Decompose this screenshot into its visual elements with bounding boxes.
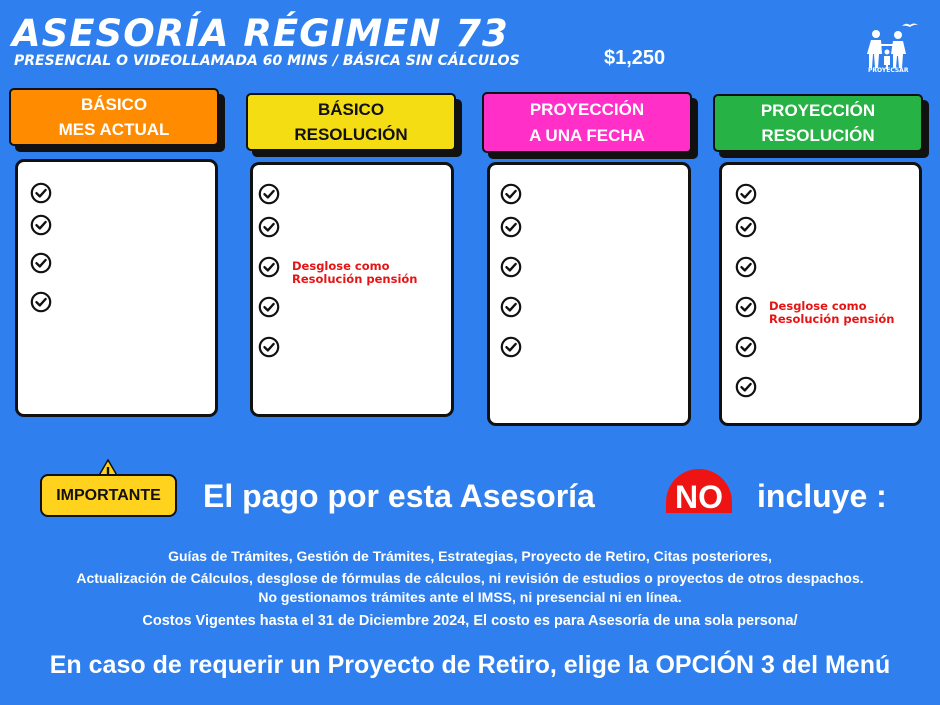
feature-item bbox=[500, 260, 684, 286]
feature-text: Con una Variable de Semanas cotizadas bbox=[292, 339, 423, 367]
logo-text: PROYECSAR bbox=[868, 67, 909, 74]
feature-text: Duración 60 minutos bbox=[769, 186, 904, 200]
feature-text: Duración 60 minutos bbox=[64, 185, 199, 199]
check-circle-icon bbox=[500, 256, 522, 278]
feature-item bbox=[500, 300, 684, 326]
check-circle-icon bbox=[735, 296, 757, 318]
exclusions-line-3: No gestionamos trámites ante el IMSS, ni presencial ni en línea. bbox=[258, 589, 682, 605]
footer-cta: En caso de requerir un Proyecto de Retiro, elige la OPCIÓN 3 del Menú bbox=[49, 651, 891, 679]
feature-item bbox=[735, 187, 918, 205]
feature-item bbox=[500, 187, 684, 205]
feature-item bbox=[500, 340, 684, 366]
exclusions-line-2: Actualización de Cálculos, desglose de fórmulas de cálculos, ni revisión de estudios o proyectos de otros despachos. bbox=[76, 570, 864, 586]
feature-item bbox=[30, 295, 213, 321]
check-circle-icon bbox=[500, 216, 522, 238]
feature-text: Desglose como Resolución pensión bbox=[292, 259, 418, 287]
check-circle-icon bbox=[258, 216, 280, 238]
feature-text: Sin avanzar en el tiempo bbox=[64, 255, 176, 283]
feature-item bbox=[258, 220, 442, 246]
check-circle-icon bbox=[30, 182, 52, 204]
feature-text: Desglose como Resolución pensión bbox=[769, 299, 895, 327]
feature-item bbox=[735, 380, 918, 406]
exclusions-line-1: Guías de Trámites, Gestión de Trámites, Estrategias, Proyecto de Retiro, Citas posteriores, bbox=[168, 548, 772, 564]
check-circle-icon bbox=[30, 252, 52, 274]
check-circle-icon bbox=[30, 291, 52, 313]
feature-text: Resultado Pensión Mes Actual. bbox=[64, 216, 185, 244]
feature-item bbox=[258, 300, 442, 326]
feature-text: Con una Variable de Semanas cotizadas bbox=[534, 339, 665, 367]
costs-validity: Costos Vigentes hasta el 31 de Diciembre 2024, El costo es para Asesoría de una sola persona/ bbox=[142, 613, 798, 629]
check-circle-icon bbox=[735, 216, 757, 238]
feature-text: Duración 60 minutos bbox=[534, 186, 669, 200]
check-circle-icon bbox=[735, 183, 757, 205]
feature-item bbox=[30, 218, 213, 244]
feature-text: Máximo un año de Proyección bbox=[769, 259, 888, 287]
feature-text: Resultado Pensión a una fecha solicitada. bbox=[534, 219, 669, 247]
plan-header-1: BÁSICO MES ACTUAL bbox=[9, 88, 219, 146]
feature-text: Resultado Pensión Mes Actual. bbox=[292, 219, 413, 247]
feature-item bbox=[258, 340, 442, 366]
feature-text: Sin desglose de recorrido avanzado bbox=[534, 299, 660, 327]
check-circle-icon bbox=[258, 296, 280, 318]
price-label: $1,250 bbox=[604, 47, 666, 69]
feature-item bbox=[735, 220, 918, 246]
notice-tail: incluye : bbox=[757, 478, 887, 514]
feature-item bbox=[258, 187, 442, 205]
page-title: ASESORÍA RÉGIMEN 73 bbox=[12, 12, 509, 55]
check-circle-icon bbox=[258, 256, 280, 278]
check-circle-icon bbox=[258, 183, 280, 205]
plan-header-4: PROYECCIÓN RESOLUCIÓN bbox=[713, 94, 923, 152]
feature-item bbox=[735, 300, 918, 326]
feature-text: Sin avanzar en el tiempo bbox=[292, 299, 404, 327]
feature-text: Con una Variable de Semanas cotizadas bbox=[769, 379, 900, 407]
no-badge: NO bbox=[666, 469, 732, 513]
feature-text: Duración 60 minutos bbox=[292, 186, 427, 200]
check-circle-icon bbox=[735, 256, 757, 278]
feature-text: Máximo un año de Proyección bbox=[534, 259, 653, 287]
feature-item bbox=[258, 260, 442, 286]
check-circle-icon bbox=[735, 376, 757, 398]
check-circle-icon bbox=[500, 296, 522, 318]
feature-item bbox=[735, 340, 918, 366]
feature-text: Con una Variable de Semanas cotizadas bbox=[64, 293, 195, 321]
feature-item bbox=[735, 260, 918, 286]
check-circle-icon bbox=[735, 336, 757, 358]
feature-item bbox=[500, 220, 684, 246]
importante-badge: IMPORTANTE bbox=[40, 474, 177, 517]
plan-header-3: PROYECCIÓN A UNA FECHA bbox=[482, 92, 692, 153]
check-circle-icon bbox=[258, 336, 280, 358]
plan-header-2: BÁSICO RESOLUCIÓN bbox=[246, 93, 456, 151]
notice-lead: El pago por esta Asesoría bbox=[203, 478, 595, 514]
check-circle-icon bbox=[500, 183, 522, 205]
feature-item bbox=[30, 256, 213, 282]
feature-text: Resultado Pensión a una fecha solicitada. bbox=[769, 219, 904, 247]
feature-text: Sin desglose de recorrido avanzado bbox=[769, 339, 895, 367]
feature-item bbox=[30, 186, 213, 204]
check-circle-icon bbox=[500, 336, 522, 358]
check-circle-icon bbox=[30, 214, 52, 236]
page-subtitle: PRESENCIAL O VIDEOLLAMADA 60 MINS / BÁSICA SIN CÁLCULOS bbox=[14, 53, 520, 69]
